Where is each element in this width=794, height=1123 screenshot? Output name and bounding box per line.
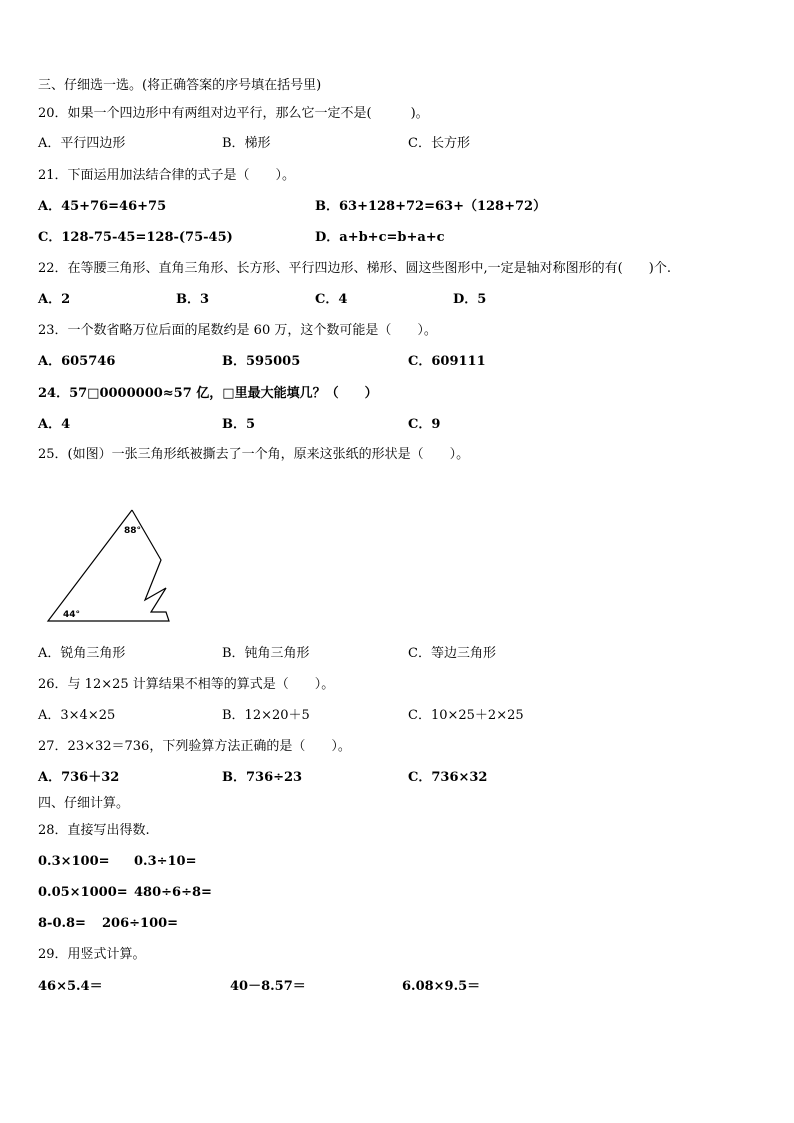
angle-label-top: 88° bbox=[124, 526, 142, 536]
question-stem: 26．与 12×25 计算结果不相等的算式是（ ）。 bbox=[38, 677, 335, 692]
calc-item: 206÷100= bbox=[102, 916, 179, 931]
question-stem: 21．下面运用加法结合律的式子是（ ）。 bbox=[38, 168, 296, 183]
question-stem: 27．23×32＝736，下列验算方法正确的是（ ）。 bbox=[38, 739, 351, 754]
torn-triangle-outline bbox=[48, 510, 169, 621]
section-3-title: 三、仔细选一选。(将正确答案的序号填在括号里) bbox=[38, 78, 322, 93]
section-4-title: 四、仔细计算。 bbox=[38, 796, 130, 811]
option-b: B．梯形 bbox=[222, 136, 271, 151]
option-a: A．平行四边形 bbox=[38, 136, 126, 151]
calc-item: 40－8.57＝ bbox=[230, 979, 306, 994]
option-c: C．长方形 bbox=[408, 136, 470, 151]
calc-item: 46×5.4＝ bbox=[38, 979, 103, 994]
option-b: B．5 bbox=[222, 417, 256, 432]
option-b: B．595005 bbox=[222, 354, 301, 369]
option-a: A．3×4×25 bbox=[38, 708, 116, 723]
option-b: B．3 bbox=[176, 292, 210, 307]
question-stem: 22．在等腰三角形、直角三角形、长方形、平行四边形、梯形、圆这些图形中,一定是轴对称图形的有( )个. bbox=[38, 261, 671, 276]
option-a: A．2 bbox=[38, 292, 71, 307]
torn-triangle-figure bbox=[38, 500, 178, 630]
option-d: D．5 bbox=[453, 292, 487, 307]
question-stem: 29．用竖式计算。 bbox=[38, 947, 146, 962]
question-stem: 20．如果一个四边形中有两组对边平行，那么它一定不是( )。 bbox=[38, 106, 429, 121]
option-c: C．609111 bbox=[408, 354, 486, 369]
option-b: B．钝角三角形 bbox=[222, 646, 310, 661]
option-b: B．63+128+72=63+（128+72） bbox=[315, 199, 547, 214]
calc-item: 0.3÷10= bbox=[134, 854, 197, 869]
calc-item: 8-0.8= bbox=[38, 916, 86, 931]
option-c: C．128-75-45=128-(75-45) bbox=[38, 230, 233, 245]
calc-item: 480÷6÷8= bbox=[134, 885, 212, 900]
question-stem: 24．57□0000000≈57 亿，□里最大能填几？（ ） bbox=[38, 386, 378, 401]
option-a: A．605746 bbox=[38, 354, 116, 369]
option-a: A．4 bbox=[38, 417, 71, 432]
option-c: C．10×25＋2×25 bbox=[408, 708, 524, 723]
question-stem: 25．(如图）一张三角形纸被撕去了一个角，原来这张纸的形状是（ ）。 bbox=[38, 447, 470, 462]
calc-item: 0.3×100= bbox=[38, 854, 110, 869]
option-c: C．等边三角形 bbox=[408, 646, 496, 661]
calc-item: 0.05×1000= bbox=[38, 885, 128, 900]
option-c: C．4 bbox=[315, 292, 348, 307]
option-b: B．12×20＋5 bbox=[222, 708, 310, 723]
angle-label-left: 44° bbox=[63, 610, 81, 620]
question-stem: 23．一个数省略万位后面的尾数约是 60 万，这个数可能是（ ）。 bbox=[38, 323, 437, 338]
option-a: A．736＋32 bbox=[38, 770, 120, 785]
option-b: B．736÷23 bbox=[222, 770, 303, 785]
option-d: D．a+b+c=b+a+c bbox=[315, 230, 445, 245]
option-c: C．9 bbox=[408, 417, 441, 432]
option-a: A．锐角三角形 bbox=[38, 646, 126, 661]
calc-item: 6.08×9.5＝ bbox=[402, 979, 481, 994]
question-stem: 28．直接写出得数. bbox=[38, 823, 150, 838]
option-a: A．45+76=46+75 bbox=[38, 199, 167, 214]
option-c: C．736×32 bbox=[408, 770, 488, 785]
